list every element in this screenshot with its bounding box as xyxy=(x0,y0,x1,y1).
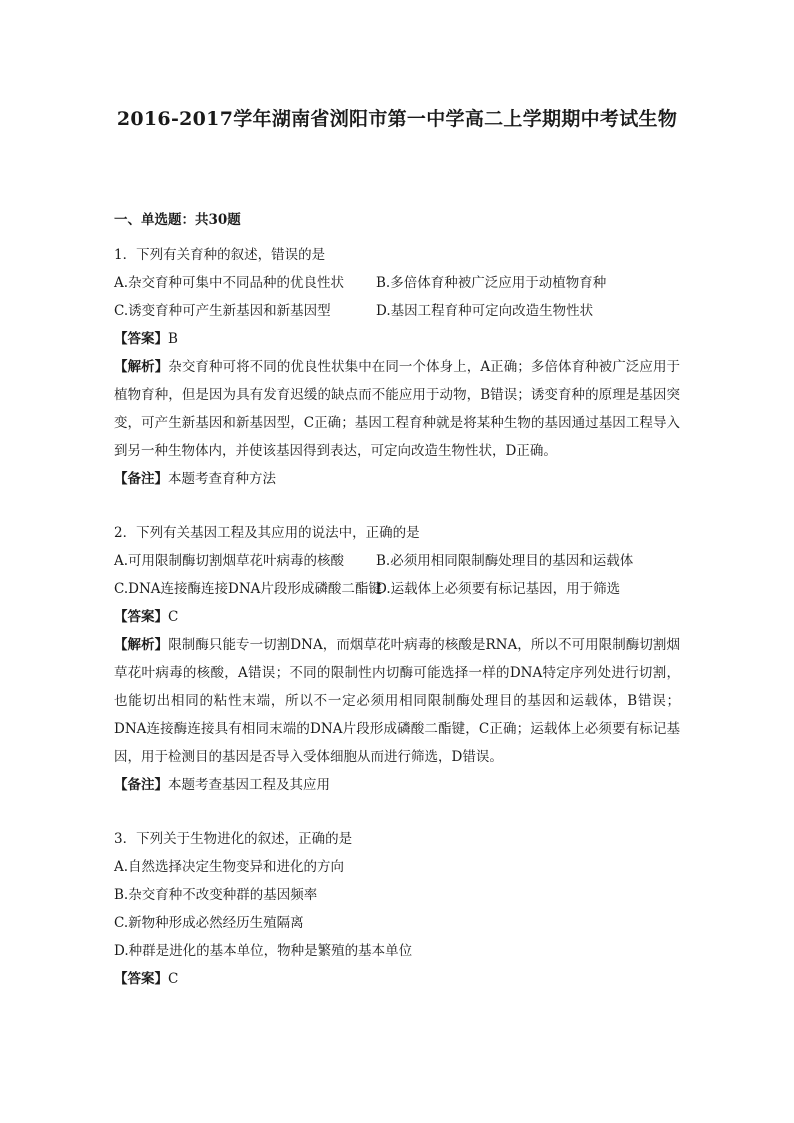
question-3 xyxy=(114,825,680,993)
question-1 xyxy=(114,241,680,493)
answer-value: B xyxy=(168,331,178,347)
answer-value: C xyxy=(168,609,179,625)
note-text: 本题考查育种方法 xyxy=(168,471,276,487)
option-b: B.杂交育种不改变种群的基因频率 xyxy=(114,887,318,903)
question-2 xyxy=(114,519,680,799)
option-a: A.自然选择决定生物变异和进化的方向 xyxy=(114,859,345,875)
option-a: A.杂交育种可集中不同品种的优良性状 xyxy=(114,275,345,291)
answer-line xyxy=(114,325,680,353)
analysis-text: 杂交育种可将不同的优良性状集中在同一个体身上，A正确；多倍体育种被广泛应用于植物育种，但是因为具有发育迟缓的缺点而不能应用于动物，B错误；诱变育种的原理是基因突变，可产生新基因和新基因型，C正确；基因工程育种就是将某种生物的基因通过基因工程导入到另一种生物体内，并使该基因得到表达，可定向改造生物性状，D正确。 xyxy=(114,359,681,459)
option-d: D.种群是进化的基本单位，物种是繁殖的基本单位 xyxy=(114,943,413,959)
option-a: A.可用限制酶切割烟草花叶病毒的核酸 xyxy=(114,553,345,569)
analysis-label: 【解析】 xyxy=(114,637,169,653)
option-d: D.运载体上必须要有标记基因，用于筛选 xyxy=(376,581,621,597)
section-heading: 一、单选题：共30题 xyxy=(114,212,241,228)
question-stem: 3．下列关于生物进化的叙述，正确的是 xyxy=(114,831,353,847)
question-stem: 1．下列有关育种的叙述，错误的是 xyxy=(114,247,326,263)
analysis-text: 限制酶只能专一切割DNA，而烟草花叶病毒的核酸是RNA，所以不可用限制酶切割烟草花叶病毒的核酸，A错误；不同的限制性内切酶可能选择一样的DNA特定序列处进行切割，也能切出相同的粘性末端，所以不一定必须用相同限制酶处理目的基因和运载体，B错误；DNA连接酶连接具有相同末端的DNA片段形成磷酸二酯键，C正确；运载体上必须要有标记基因，用于检测目的基因是否导入受体细胞从而进行筛选，D错误。 xyxy=(114,637,680,765)
note-line xyxy=(114,771,680,799)
option-d: D.基因工程育种可定向改造生物性状 xyxy=(376,303,594,319)
answer-line xyxy=(114,603,680,631)
answer-label: 【答案】 xyxy=(114,971,168,987)
answer-label: 【答案】 xyxy=(114,609,168,625)
options-row xyxy=(114,269,680,297)
options-row xyxy=(114,575,680,603)
question-stem: 2．下列有关基因工程及其应用的说法中，正确的是 xyxy=(114,525,420,541)
option-b: B.多倍体育种被广泛应用于动植物育种 xyxy=(376,275,607,291)
note-text: 本题考查基因工程及其应用 xyxy=(168,777,330,793)
answer-label: 【答案】 xyxy=(114,331,168,347)
analysis-paragraph xyxy=(114,631,680,771)
analysis-paragraph xyxy=(114,353,680,465)
note-label: 【备注】 xyxy=(114,471,168,487)
option-b: B.必须用相同限制酶处理目的基因和运载体 xyxy=(376,553,634,569)
analysis-label: 【解析】 xyxy=(114,359,169,375)
options-row xyxy=(114,297,680,325)
note-label: 【备注】 xyxy=(114,777,168,793)
note-line xyxy=(114,465,680,493)
option-c: C.新物种形成必然经历生殖隔离 xyxy=(114,915,304,931)
question-list xyxy=(114,241,680,1019)
option-c: C.DNA连接酶连接DNA片段形成磷酸二酯键 xyxy=(114,581,382,597)
answer-line xyxy=(114,965,680,993)
document-title: 2016-2017学年湖南省浏阳市第一中学高二上学期期中考试生物 xyxy=(116,108,678,130)
option-c: C.诱变育种可产生新基因和新基因型 xyxy=(114,303,331,319)
answer-value: C xyxy=(168,971,179,987)
options-row xyxy=(114,547,680,575)
